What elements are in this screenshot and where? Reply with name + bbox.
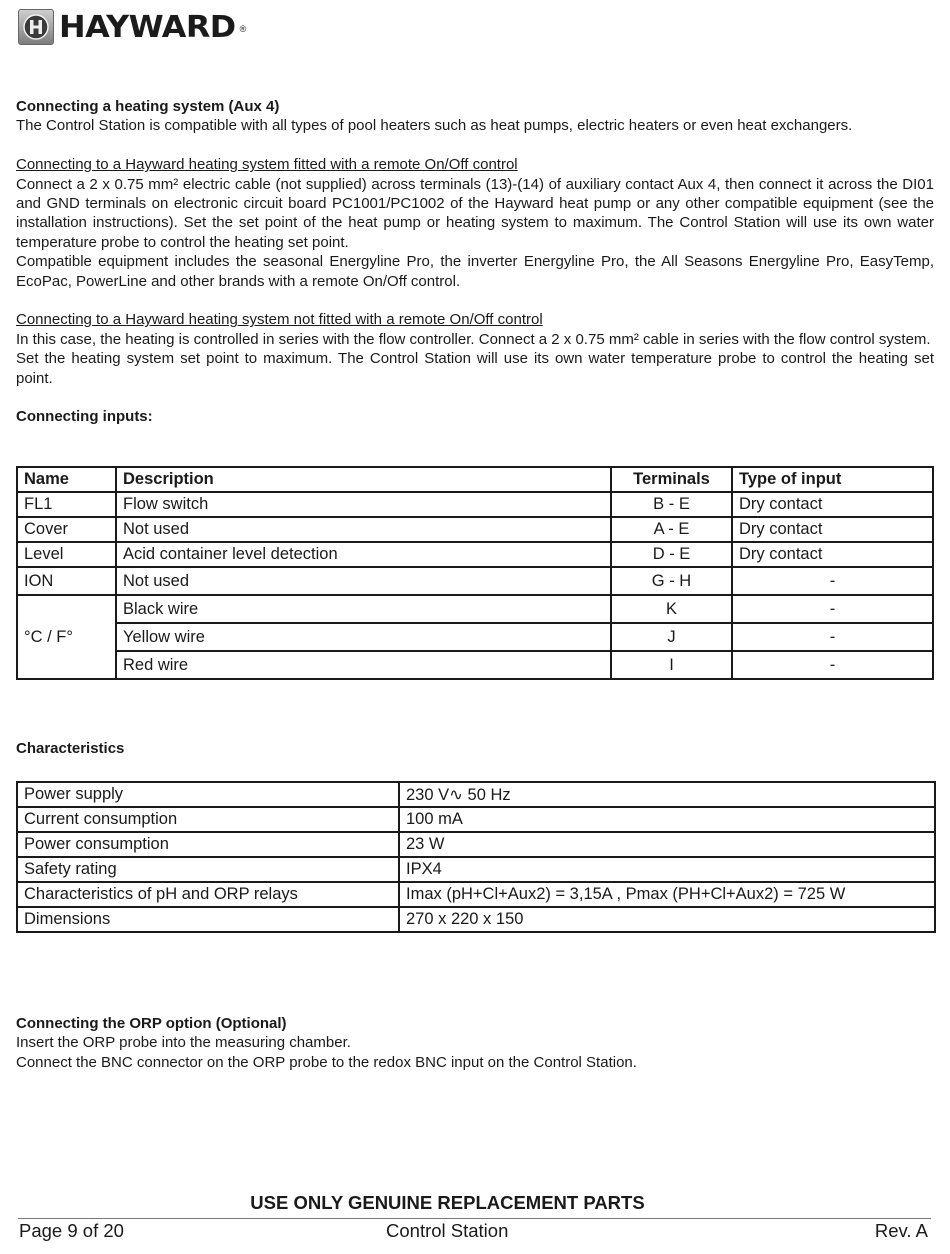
- header-name: Name: [17, 467, 116, 492]
- cell-value: 100 mA: [399, 807, 935, 832]
- cell-label: Current consumption: [17, 807, 399, 832]
- cell-label: Dimensions: [17, 907, 399, 932]
- registered-mark: ®: [239, 24, 247, 34]
- cell-label: Safety rating: [17, 857, 399, 882]
- cell-type: -: [732, 567, 933, 595]
- cell-description: Flow switch: [116, 492, 611, 517]
- table-row: [17, 595, 933, 623]
- cell-name: FL1: [17, 492, 116, 517]
- cell-value: IPX4: [399, 857, 935, 882]
- header-type: Type of input: [732, 467, 933, 492]
- cell-type: Dry contact: [732, 542, 933, 567]
- cell-terminals: K: [611, 595, 732, 623]
- cell-description: Not used: [116, 517, 611, 542]
- table-row: [17, 651, 933, 679]
- orp-line-2: Connect the BNC connector on the ORP probe to the redox BNC input on the Control Station.: [16, 1053, 637, 1071]
- cell-type: -: [732, 651, 933, 679]
- characteristics-title: Characteristics: [16, 740, 125, 757]
- header-description: Description: [116, 467, 611, 492]
- noremote-title: Connecting to a Hayward heating system not fitted with a remote On/Off control: [16, 311, 543, 329]
- cell-value: 23 W: [399, 832, 935, 857]
- inputs-title: Connecting inputs:: [16, 408, 153, 426]
- cell-temp-group: °C / F°: [17, 595, 116, 679]
- brand-name: HAYWARD: [59, 9, 236, 45]
- cell-description: Black wire: [116, 595, 611, 623]
- cell-description: Yellow wire: [116, 623, 611, 651]
- cell-terminals: A - E: [611, 517, 732, 542]
- hayward-h-icon: [18, 9, 54, 45]
- cell-value: 270 x 220 x 150: [399, 907, 935, 932]
- cell-description: Not used: [116, 567, 611, 595]
- table-row: [17, 882, 935, 907]
- remote-paragraph-1: Connect a 2 x 0.75 mm² electric cable (not supplied) across terminals (13)-(14) of auxiliary contact Aux 4, then connect it across the DI01 and GND terminals on electronic circuit board PC1001/PC1002 of the Hayward heat pump or any other compatible equipment (see the installation instructions). Set the set point of the heat pump or heating system to maximum. The Control Station will use its own water temperature probe to control the heating set point.: [16, 175, 934, 251]
- remote-title: Connecting to a Hayward heating system fitted with a remote On/Off control: [16, 156, 518, 174]
- table-row: [17, 492, 933, 517]
- cell-type: Dry contact: [732, 517, 933, 542]
- table-row: [17, 567, 933, 595]
- table-row: [17, 857, 935, 882]
- cell-terminals: G - H: [611, 567, 732, 595]
- cell-label: Power supply: [17, 782, 399, 807]
- cell-type: -: [732, 623, 933, 651]
- table-row: [17, 907, 935, 932]
- cell-label: Characteristics of pH and ORP relays: [17, 882, 399, 907]
- orp-line-1: Insert the ORP probe into the measuring chamber.: [16, 1034, 351, 1052]
- header-terminals: Terminals: [611, 467, 732, 492]
- cell-description: Acid container level detection: [116, 542, 611, 567]
- cell-description: Red wire: [116, 651, 611, 679]
- cell-terminals: D - E: [611, 542, 732, 567]
- cell-label: Power consumption: [17, 832, 399, 857]
- inputs-header-row: [17, 467, 933, 492]
- cell-type: -: [732, 595, 933, 623]
- hayward-logo: [18, 8, 246, 46]
- orp-title: Connecting the ORP option (Optional): [16, 1015, 287, 1032]
- heating-intro: The Control Station is compatible with all types of pool heaters such as heat pumps, electric heaters or even heat exchangers.: [16, 117, 853, 135]
- inputs-table: [16, 466, 934, 680]
- table-row: [17, 542, 933, 567]
- cell-type: Dry contact: [732, 492, 933, 517]
- cell-value: 230 V∿ 50 Hz: [399, 782, 935, 807]
- noremote-paragraph-2: Set the heating system set point to maximum. The Control Station will use its own water temperature probe to control the heating set point.: [16, 350, 934, 387]
- heating-title: Connecting a heating system (Aux 4): [16, 98, 280, 115]
- table-row: [17, 832, 935, 857]
- table-row: [17, 807, 935, 832]
- page-number: Page 9 of 20: [19, 1220, 124, 1241]
- cell-value: Imax (pH+Cl+Aux2) = 3,15A , Pmax (PH+Cl+Aux2) = 725 W: [399, 882, 935, 907]
- cell-terminals: I: [611, 651, 732, 679]
- characteristics-table: [16, 781, 936, 933]
- noremote-paragraph-1: In this case, the heating is controlled in series with the flow controller. Connect a 2 x 0.75 mm² cable in series with the flow control system.: [16, 330, 931, 348]
- cell-name: Level: [17, 542, 116, 567]
- table-row: [17, 623, 933, 651]
- revision: Rev. A: [874, 1220, 928, 1241]
- cell-terminals: B - E: [611, 492, 732, 517]
- genuine-parts-banner: USE ONLY GENUINE REPLACEMENT PARTS: [250, 1192, 645, 1213]
- table-row: [17, 782, 935, 807]
- cell-name: ION: [17, 567, 116, 595]
- heating-section: [16, 97, 934, 427]
- cell-terminals: J: [611, 623, 732, 651]
- footer-divider: [18, 1218, 931, 1219]
- remote-paragraph-2: Compatible equipment includes the seasonal Energyline Pro, the inverter Energyline Pro, the All Seasons Energyline Pro, EasyTemp, EcoPac, PowerLine and other brands with a remote On/Off control.: [16, 253, 934, 290]
- table-row: [17, 517, 933, 542]
- orp-section: [16, 1014, 934, 1072]
- cell-name: Cover: [17, 517, 116, 542]
- document-title: Control Station: [386, 1220, 509, 1241]
